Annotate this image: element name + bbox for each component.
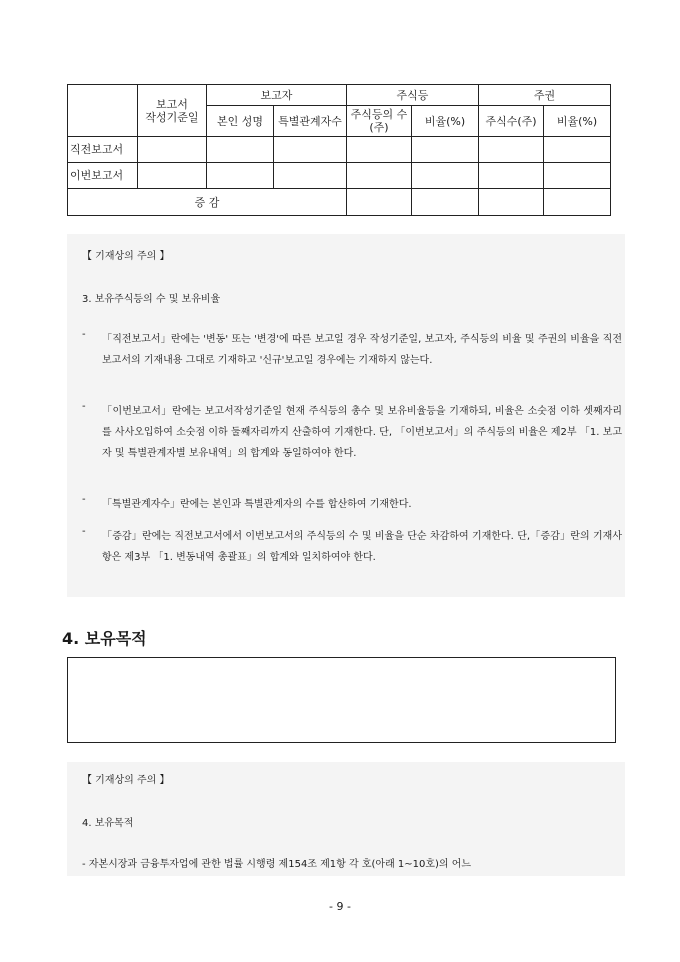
bullet-text: 「이번보고서」란에는 보고서작성기준일 현재 주식등의 총수 및 보유비율등을 기재하되, 비율은 소숫점 이하 셋째자리를 사사오입하여 소숫점 이하 둘째자리까지 산출하여 기재한다. 단, 「이번보고서」의 주식등의 비율은 제2부 「1. 보고자 및 특별관계자별 보유내역」의 합계와 동일하여야 한다. bbox=[102, 406, 622, 459]
row-label-current: 이번보고서 bbox=[68, 163, 138, 189]
bullet-dash: - bbox=[82, 401, 86, 412]
cell bbox=[274, 137, 347, 163]
cell bbox=[347, 137, 412, 163]
bullet-dash: - bbox=[82, 526, 86, 537]
header-self-name: 본인 성명 bbox=[207, 106, 274, 137]
cell bbox=[274, 163, 347, 189]
header-rights: 주권 bbox=[479, 85, 611, 106]
notice-bullet-text: - 자본시장과 금융투자업에 관한 법률 시행령 제154조 제1항 각 호(아래 1~10호)의 어느 bbox=[82, 859, 472, 870]
notice-box-purpose bbox=[67, 762, 625, 876]
cell bbox=[479, 189, 544, 216]
bullet-dash: - bbox=[82, 494, 86, 505]
bullet-text: 「직전보고서」란에는 '변동' 또는 '변경'에 따른 보고일 경우 작성기준일, 보고자, 주식등의 비율 및 주권의 비율을 직전보고서의 기재내용 그대로 기재하고 '신규'보고일 경우에는 기재하지 않는다. bbox=[102, 334, 622, 366]
header-stocks: 주식등 bbox=[347, 85, 479, 106]
holding-ratio-table bbox=[67, 84, 611, 216]
row-label-previous: 직전보고서 bbox=[68, 137, 138, 163]
bullet-dash: - bbox=[82, 329, 86, 340]
purpose-input-box bbox=[67, 657, 616, 743]
cell bbox=[347, 163, 412, 189]
bullet-text: 「특별관계자수」란에는 본인과 특별관계자의 수를 합산하여 기재한다. bbox=[102, 499, 412, 510]
cell bbox=[412, 189, 479, 216]
cell bbox=[544, 189, 611, 216]
header-stock-ratio: 비율(%) bbox=[412, 106, 479, 137]
cell bbox=[412, 163, 479, 189]
header-report-date bbox=[138, 85, 207, 137]
cell bbox=[138, 137, 207, 163]
cell bbox=[479, 137, 544, 163]
cell bbox=[138, 163, 207, 189]
notice-title: 【 기재상의 주의 】 bbox=[82, 775, 170, 786]
header-share-count: 주식수(주) bbox=[479, 106, 544, 137]
corner-cell bbox=[68, 85, 138, 137]
header-reporter: 보고자 bbox=[207, 85, 347, 106]
notice-heading: 4. 보유목적 bbox=[82, 818, 134, 829]
page-number: - 9 - bbox=[329, 900, 351, 913]
header-report-line2: 작성기준일 bbox=[145, 110, 199, 124]
header-related-count: 특별관계자수 bbox=[274, 106, 347, 137]
notice-box-holdings bbox=[67, 234, 625, 597]
header-report-line1: 보고서 bbox=[156, 97, 188, 111]
section-title-purpose: 4. 보유목적 bbox=[62, 629, 147, 648]
cell bbox=[412, 137, 479, 163]
header-stock-count: 주식등의 수(주) bbox=[347, 106, 412, 137]
bullet-text: 「증감」란에는 직전보고서에서 이번보고서의 주식등의 수 및 비율을 단순 차감하여 기재한다. 단,「증감」란의 기재사항은 제3부 「1. 변동내역 총괄표」의 합계와 일치하여야 한다. bbox=[102, 531, 622, 563]
cell bbox=[347, 189, 412, 216]
cell bbox=[544, 163, 611, 189]
cell bbox=[207, 137, 274, 163]
cell bbox=[207, 163, 274, 189]
notice-heading: 3. 보유주식등의 수 및 보유비율 bbox=[82, 294, 221, 305]
notice-title: 【 기재상의 주의 】 bbox=[82, 251, 170, 262]
header-share-ratio: 비율(%) bbox=[544, 106, 611, 137]
cell bbox=[479, 163, 544, 189]
cell bbox=[544, 137, 611, 163]
row-label-change: 증 감 bbox=[68, 189, 347, 216]
